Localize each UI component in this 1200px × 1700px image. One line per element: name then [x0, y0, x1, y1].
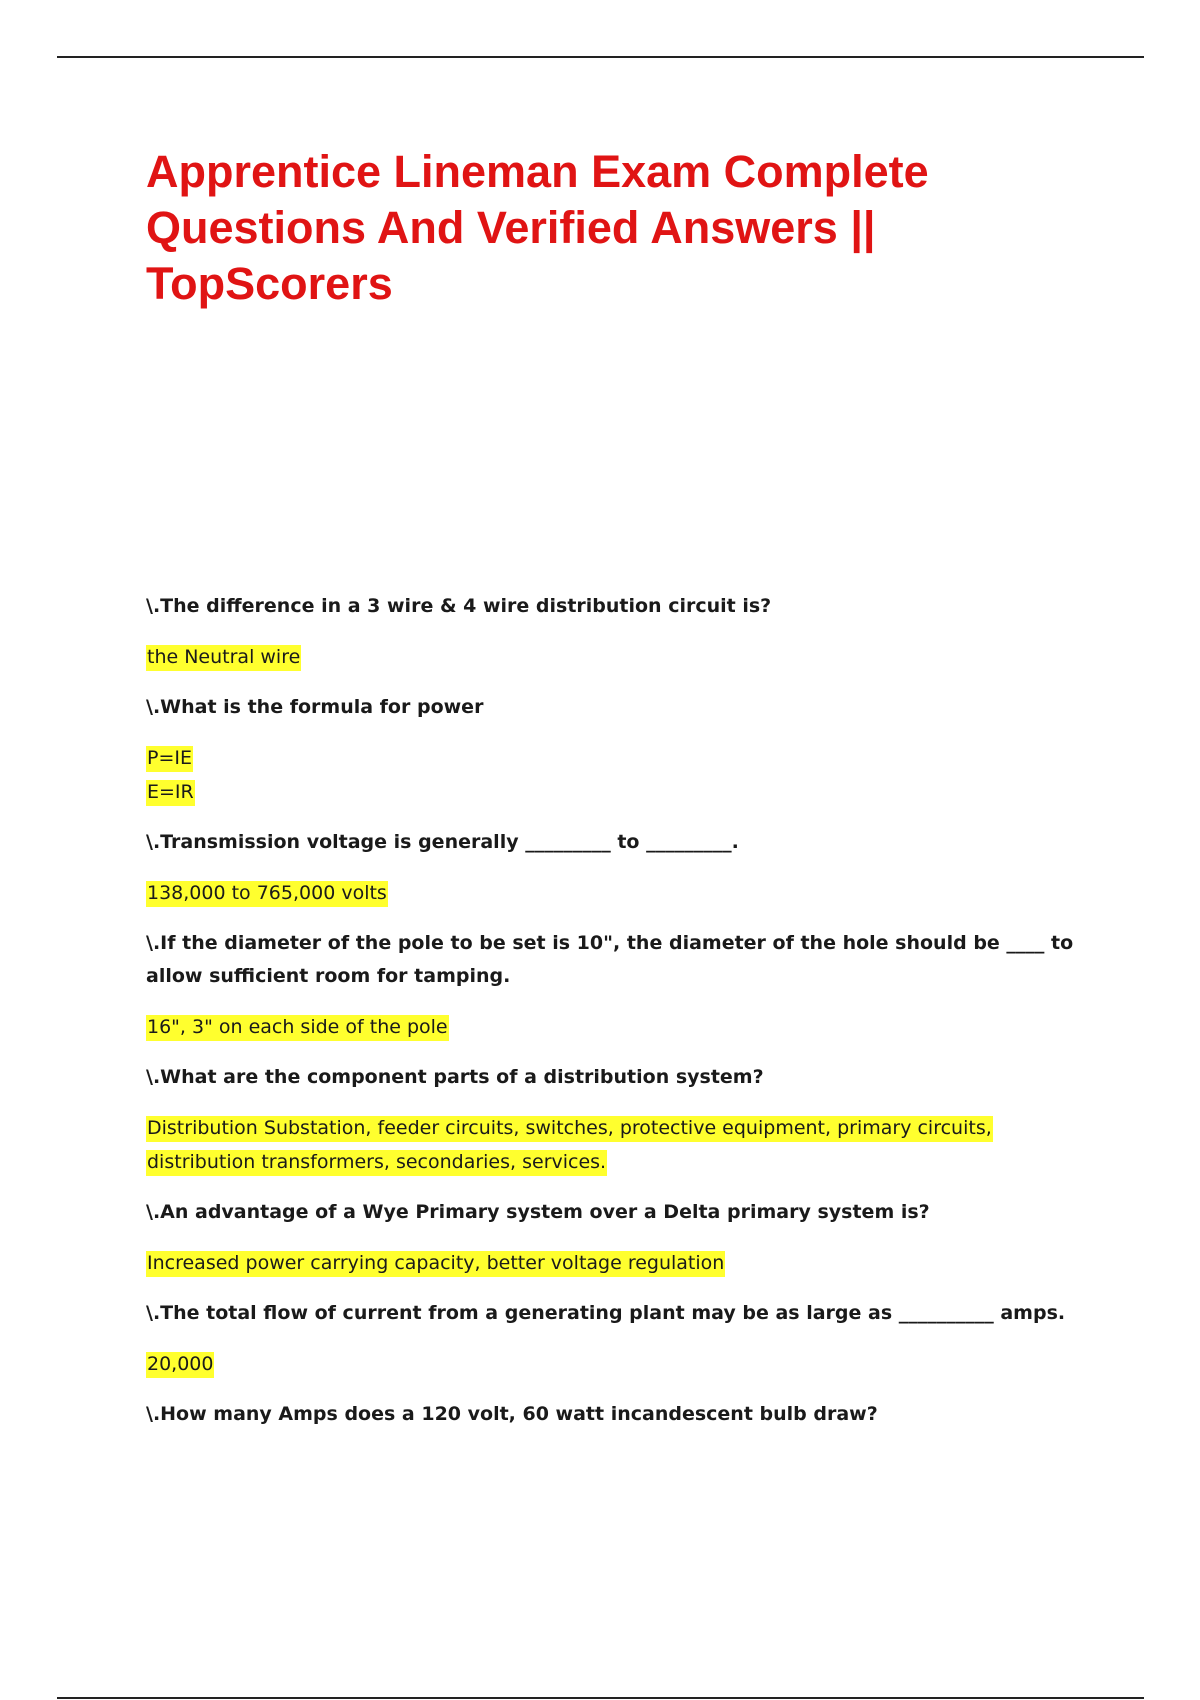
- answer-4: [146, 1010, 1106, 1044]
- bottom-rule: [57, 1697, 1144, 1699]
- answer-6-line-1: Increased power carrying capacity, better voltage regulation: [146, 1251, 725, 1277]
- answer-7: [146, 1347, 1106, 1381]
- answer-2-line-2: E=IR: [146, 780, 195, 806]
- document-title: Apprentice Lineman Exam Complete Questions And Verified Answers || TopScorers: [146, 146, 929, 309]
- question-4: \.If the diameter of the pole to be set is 10", the diameter of the hole should be ____ to allow sufficient room for tamping.: [146, 932, 1074, 987]
- question-answer-list: [146, 590, 1106, 1448]
- question-6: \.An advantage of a Wye Primary system over a Delta primary system is?: [146, 1201, 930, 1223]
- answer-3: [146, 876, 1106, 910]
- answer-1: [146, 640, 1106, 674]
- answer-3-line-1: 138,000 to 765,000 volts: [146, 881, 388, 907]
- question-8: \.How many Amps does a 120 volt, 60 watt incandescent bulb draw?: [146, 1403, 878, 1425]
- answer-5-line-2: distribution transformers, secondaries, services.: [146, 1150, 607, 1176]
- answer-6: [146, 1246, 1106, 1280]
- answer-2: [146, 741, 1106, 809]
- question-7: \.The total flow of current from a generating plant may be as large as __________ amps.: [146, 1302, 1066, 1324]
- answer-7-line-1: 20,000: [146, 1352, 214, 1378]
- question-5: \.What are the component parts of a distribution system?: [146, 1066, 764, 1088]
- answer-4-line-1: 16", 3" on each side of the pole: [146, 1015, 449, 1041]
- answer-5: [146, 1111, 1106, 1179]
- question-3: \.Transmission voltage is generally _________ to _________.: [146, 831, 739, 853]
- question-1: \.The difference in a 3 wire & 4 wire distribution circuit is?: [146, 595, 772, 617]
- answer-2-line-1: P=IE: [146, 746, 193, 772]
- answer-5-line-1: Distribution Substation, feeder circuits, switches, protective equipment, primary circuits,: [146, 1116, 993, 1142]
- question-2: \.What is the formula for power: [146, 696, 484, 718]
- top-rule: [57, 56, 1144, 58]
- answer-1-line-1: the Neutral wire: [146, 645, 301, 671]
